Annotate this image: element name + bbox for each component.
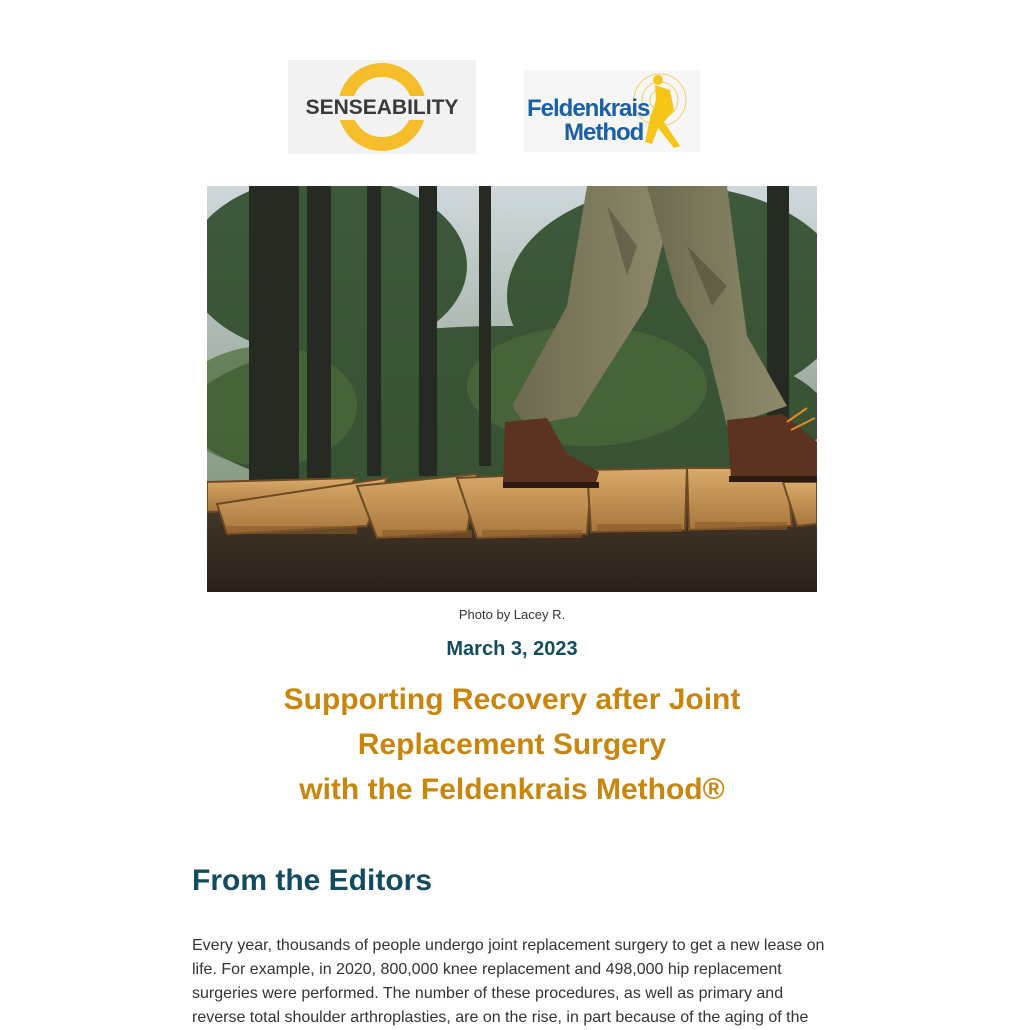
title-line: with the Feldenkrais Method® — [299, 773, 725, 806]
feldenkrais-logo-line1: Feldenkrais — [527, 95, 650, 122]
newsletter-title — [232, 677, 792, 812]
feldenkrais-figure-icon — [645, 75, 680, 148]
senseability-logo[interactable] — [288, 60, 476, 154]
feldenkrais-method-logo[interactable] — [524, 70, 700, 152]
feldenkrais-logo-line2: Method — [564, 119, 644, 146]
senseability-logo-text: SENSEABILITY — [305, 96, 459, 119]
section-heading-editors: From the Editors — [192, 864, 433, 897]
editors-paragraph: Every year, thousands of people undergo joint replacement surgery to get a new lease on life. For example, in 2020, 800,000 knee replacement and 498,000 hip replacement surgeries were performed. The number of these procedures, as well as primary and reverse total shoulder arthroplasties, are on the rise, in part because of the aging of the — [192, 937, 825, 1026]
hero-photo — [207, 186, 817, 592]
title-line: Replacement Surgery — [357, 728, 667, 761]
photo-caption: Photo by Lacey R. — [458, 607, 566, 622]
newsletter-date: March 3, 2023 — [446, 638, 578, 660]
title-line: Supporting Recovery after Joint — [283, 683, 741, 716]
